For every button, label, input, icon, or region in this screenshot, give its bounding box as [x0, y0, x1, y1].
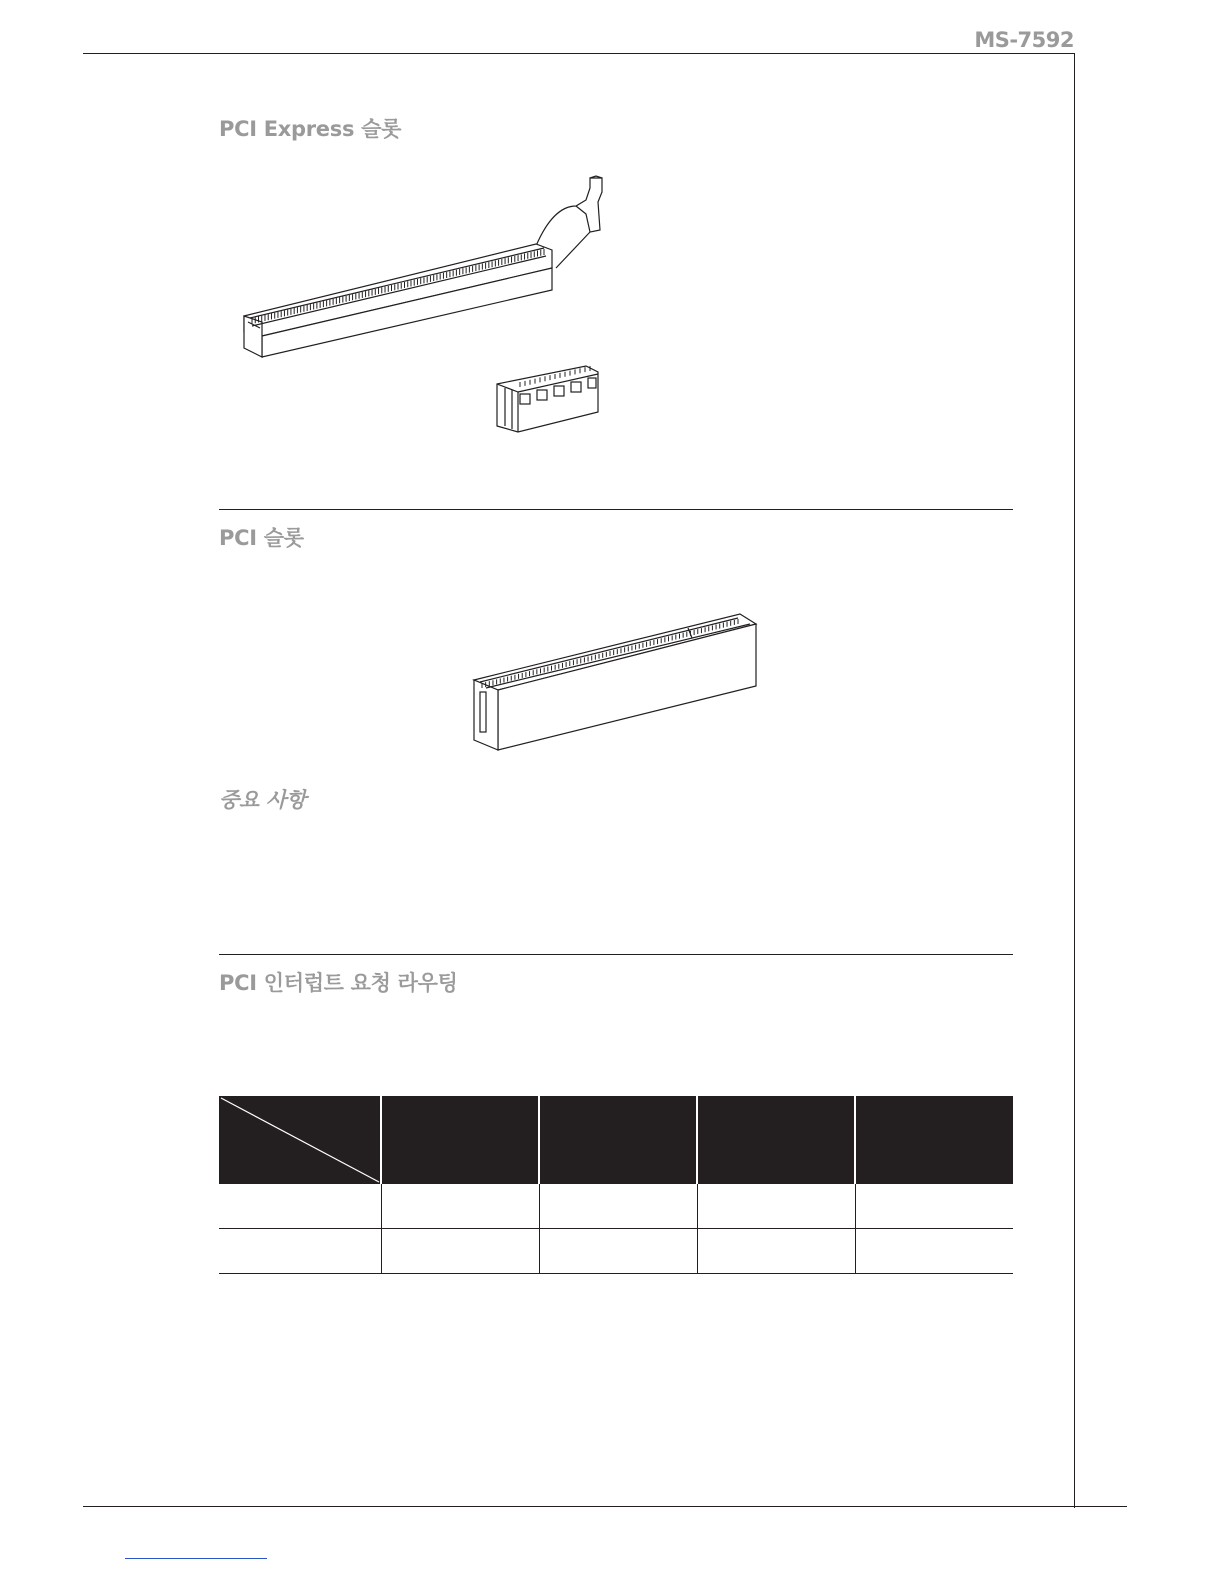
table-header-cell [381, 1096, 539, 1184]
table-cell [381, 1184, 539, 1229]
table-cell [539, 1184, 697, 1229]
table-cell [855, 1229, 1013, 1274]
table-header-cell [697, 1096, 855, 1184]
pci-slot-heading: PCI 슬롯 [219, 526, 304, 550]
section-divider-irq [219, 954, 1013, 955]
table-cell [697, 1229, 855, 1274]
table-cell [697, 1184, 855, 1229]
table-row [219, 1229, 1013, 1274]
important-heading: 중요 사항 [219, 788, 306, 812]
footer-rule [83, 1506, 1127, 1507]
table-cell [539, 1229, 697, 1274]
footer-link-underline[interactable] [125, 1558, 267, 1559]
table-header-row [219, 1096, 1013, 1184]
pcie-slot-heading: PCI Express 슬롯 [219, 117, 402, 141]
table-corner-cell [219, 1096, 381, 1184]
table-cell [855, 1184, 1013, 1229]
irq-routing-table [219, 1096, 1013, 1274]
table-cell [219, 1184, 381, 1229]
table-header-cell [855, 1096, 1013, 1184]
table-cell [219, 1229, 381, 1274]
table-row [219, 1184, 1013, 1229]
model-number: MS-7592 [974, 28, 1074, 52]
table-header-cell [539, 1096, 697, 1184]
irq-routing-heading: PCI 인터럽트 요청 라우팅 [219, 971, 458, 995]
table-diagonal [219, 1096, 381, 1184]
table-cell [381, 1229, 539, 1274]
